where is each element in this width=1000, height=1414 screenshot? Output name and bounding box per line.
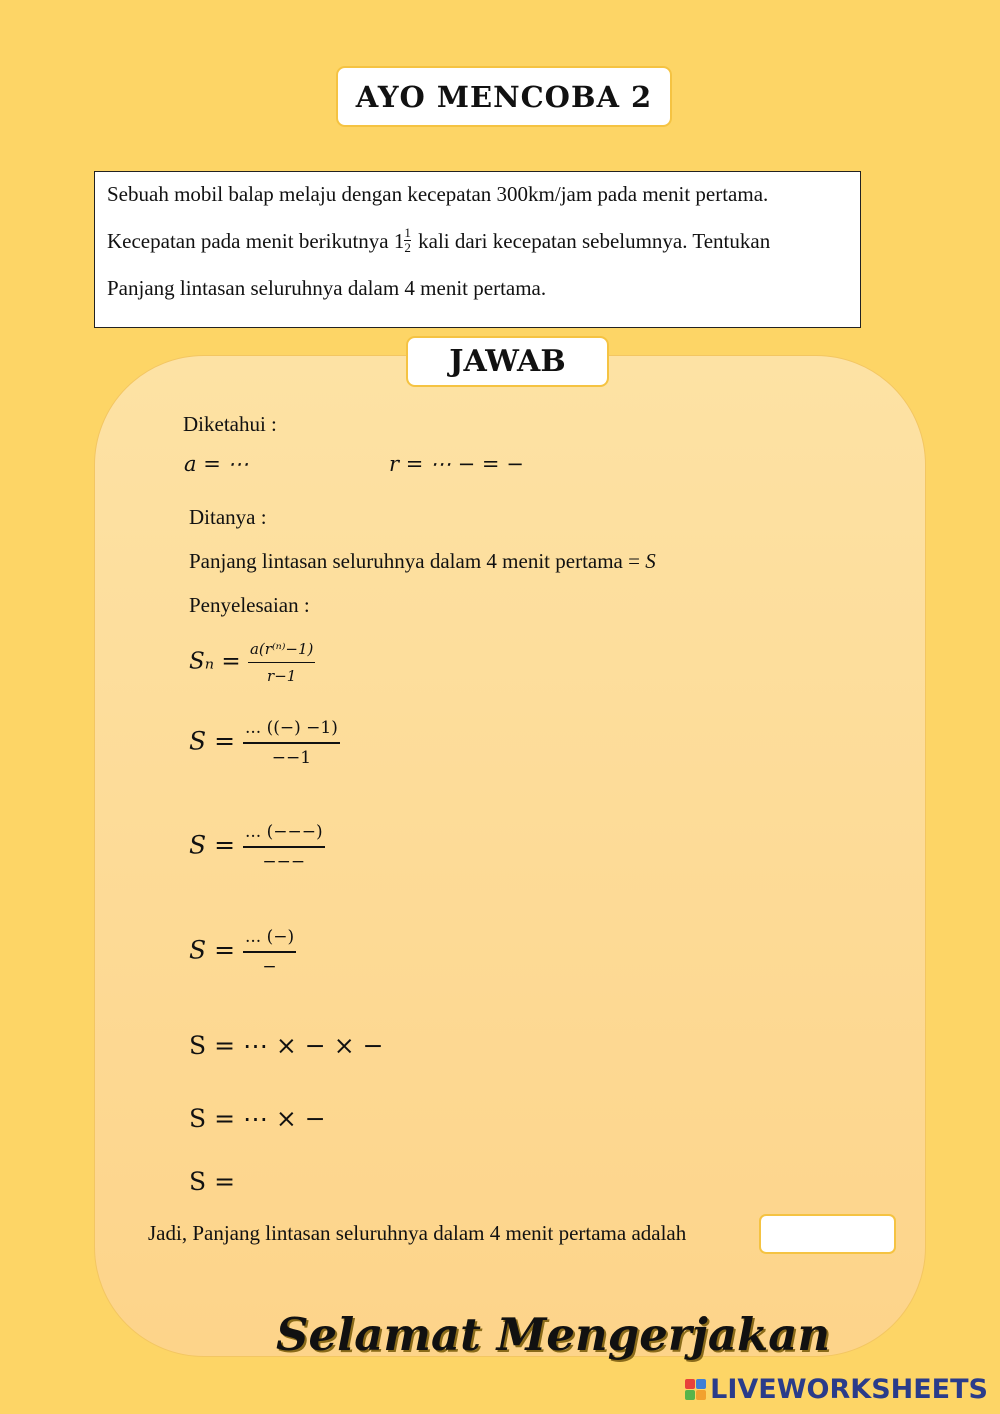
- formula-sum: [189, 640, 315, 685]
- step-1-lhs: S =: [189, 726, 236, 756]
- brand-name: LIVEWORKSHEETS: [710, 1374, 988, 1405]
- conclusion-text: [148, 1221, 686, 1246]
- ditanya-question: Panjang lintasan seluruhnya dalam 4 menit pertama =: [189, 549, 640, 573]
- step-2-fraction: [243, 822, 325, 872]
- formula-fraction: [248, 640, 315, 685]
- fraction-numerator: 1: [404, 224, 411, 240]
- liveworksheets-logo-icon: [685, 1379, 706, 1400]
- step-4[interactable]: S = ⋯ × − × −: [189, 1031, 384, 1060]
- step-1-fraction: [243, 718, 340, 768]
- title-box: [336, 66, 672, 127]
- formula-denominator: r−1: [267, 667, 297, 685]
- step-1-numerator[interactable]: ... ((−) −1): [243, 718, 340, 744]
- problem-line-3: Panjang lintasan seluruhnya dalam 4 menit pertama.: [107, 276, 547, 300]
- formula-numerator: a(r⁽ⁿ⁾−1): [248, 640, 315, 663]
- ditanya-variable: S: [645, 549, 656, 573]
- step-2-denominator[interactable]: −−−: [262, 852, 306, 872]
- fraction-one-half: [404, 226, 411, 255]
- step-3-numerator[interactable]: ... (−): [243, 927, 296, 953]
- given-r[interactable]: r = ⋯ − = −: [389, 452, 524, 476]
- step-3-lhs: S =: [189, 935, 236, 965]
- diketahui-label: Diketahui :: [183, 412, 277, 436]
- problem-line-2-prefix: Kecepatan pada menit berikutnya 1: [107, 229, 405, 253]
- step-1-denominator[interactable]: −−1: [271, 748, 312, 768]
- final-answer-input[interactable]: [759, 1214, 896, 1254]
- formula-lhs: Sₙ =: [189, 648, 241, 675]
- page-title: AYO MENCOBA 2: [355, 79, 653, 114]
- step-2-numerator[interactable]: ... (−−−): [243, 822, 325, 848]
- ditanya-text: [189, 549, 656, 574]
- step-2: [189, 822, 325, 872]
- step-1: [189, 718, 340, 768]
- given-a[interactable]: a = ⋯: [184, 452, 249, 476]
- step-3-fraction: [243, 927, 296, 977]
- step-5[interactable]: S = ⋯ × −: [189, 1104, 326, 1133]
- step-6[interactable]: S =: [189, 1167, 236, 1196]
- problem-line-2-suffix: kali dari kecepatan sebelumnya. Tentukan: [418, 229, 771, 253]
- jawab-header: [406, 336, 609, 387]
- conclusion-label: Jadi, Panjang lintasan seluruhnya dalam 4 menit pertama adalah: [148, 1221, 687, 1245]
- problem-line-1: Sebuah mobil balap melaju dengan kecepatan 300km/jam pada menit pertama.: [107, 182, 769, 206]
- fraction-denominator: 2: [404, 239, 411, 255]
- penyelesaian-label: Penyelesaian :: [189, 593, 310, 617]
- problem-line-2: [107, 226, 850, 273]
- jawab-label: JAWAB: [449, 344, 566, 379]
- step-3: [189, 927, 296, 977]
- problem-box: [94, 171, 861, 328]
- footer-greeting: Selamat Mengerjakan: [276, 1308, 831, 1361]
- brand-watermark: [685, 1374, 988, 1405]
- step-2-lhs: S =: [189, 830, 236, 860]
- ditanya-label: Ditanya :: [189, 505, 267, 529]
- step-3-denominator[interactable]: −: [262, 957, 277, 977]
